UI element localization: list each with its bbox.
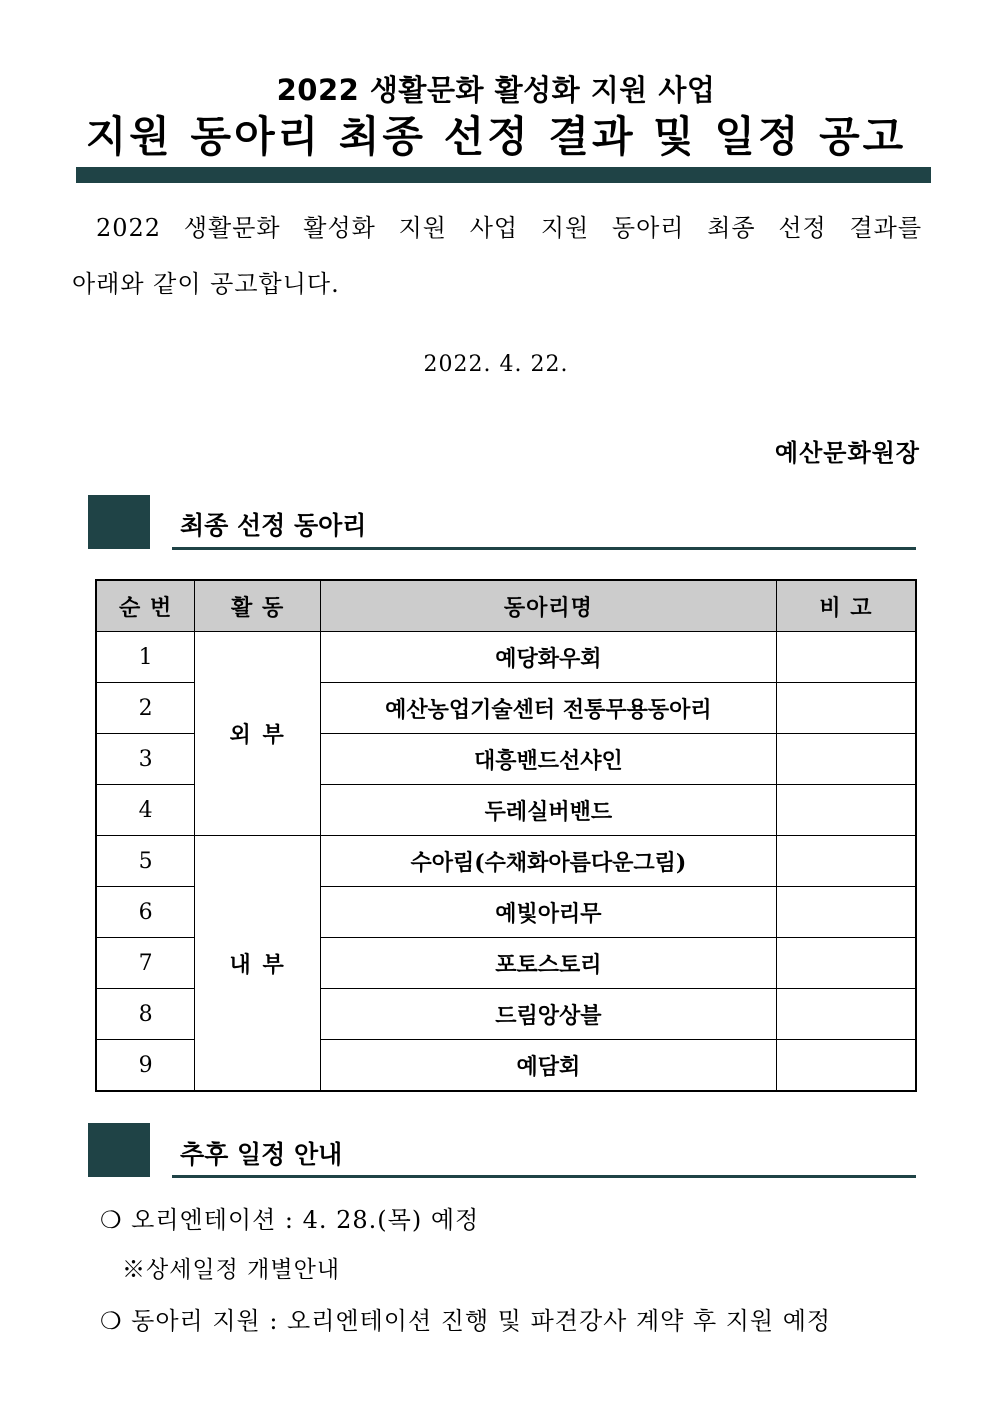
- row-no: 9: [96, 1040, 195, 1092]
- row-note: [776, 836, 916, 887]
- header-club-name: 동아리명: [320, 580, 776, 632]
- row-note: [776, 989, 916, 1040]
- row-no: 8: [96, 989, 195, 1040]
- club-name: 예당화우회: [320, 632, 776, 683]
- club-name: 예산농업기술센터 전통무용동아리: [320, 683, 776, 734]
- title-line1: 2022 생활문화 활성화 지원 사업: [276, 73, 716, 107]
- section1-underline: [172, 547, 916, 550]
- title-line2: 지원 동아리 최종 선정 결과 및 일정 공고: [85, 112, 907, 161]
- table-row: [96, 836, 916, 887]
- club-name: 예담회: [320, 1040, 776, 1092]
- row-note: [776, 887, 916, 938]
- title-divider-bar: [76, 167, 931, 183]
- header-activity: 활 동: [195, 580, 321, 632]
- section2-underline: [172, 1175, 916, 1178]
- row-note: [776, 683, 916, 734]
- club-name: 드림앙상블: [320, 989, 776, 1040]
- schedule-note: ※상세일정 개별안내: [122, 1257, 341, 1283]
- intro-line2: 아래와 같이 공고합니다.: [72, 270, 340, 298]
- section2-title: 추후 일정 안내: [180, 1140, 343, 1169]
- row-no: 3: [96, 734, 195, 785]
- row-note: [776, 632, 916, 683]
- club-name: 예빛아리무: [320, 887, 776, 938]
- row-note: [776, 785, 916, 836]
- schedule-item-support: ❍ 동아리 지원 : 오리엔테이션 진행 및 파견강사 계약 후 지원 예정: [100, 1307, 832, 1335]
- row-no: 5: [96, 836, 195, 887]
- row-no: 1: [96, 632, 195, 683]
- table-header-row: [96, 580, 916, 632]
- schedule-item-orientation: ❍ 오리엔테이션 : 4. 28.(목) 예정: [100, 1206, 480, 1234]
- table-row: [96, 632, 916, 683]
- group-internal: 내 부: [195, 836, 321, 1092]
- row-no: 4: [96, 785, 195, 836]
- club-name: 두레실버밴드: [320, 785, 776, 836]
- row-no: 6: [96, 887, 195, 938]
- intro-line1: 2022 생활문화 활성화 지원 사업 지원 동아리 최종 선정 결과를: [96, 214, 922, 242]
- header-no: 순 번: [96, 580, 195, 632]
- header-note: 비 고: [776, 580, 916, 632]
- club-name: 대흥밴드선샤인: [320, 734, 776, 785]
- issuer-name: 예산문화원장: [774, 438, 920, 467]
- group-external: 외 부: [195, 632, 321, 836]
- row-note: [776, 734, 916, 785]
- row-no: 2: [96, 683, 195, 734]
- row-note: [776, 938, 916, 989]
- row-no: 7: [96, 938, 195, 989]
- announcement-date: 2022. 4. 22.: [423, 352, 569, 377]
- club-name: 포토스토리: [320, 938, 776, 989]
- club-name: 수아림(수채화아름다운그림): [320, 836, 776, 887]
- row-note: [776, 1040, 916, 1092]
- selected-clubs-table: [95, 579, 917, 1092]
- section1-title: 최종 선정 동아리: [180, 511, 367, 540]
- section1-marker: [88, 495, 150, 549]
- section2-marker: [88, 1123, 150, 1177]
